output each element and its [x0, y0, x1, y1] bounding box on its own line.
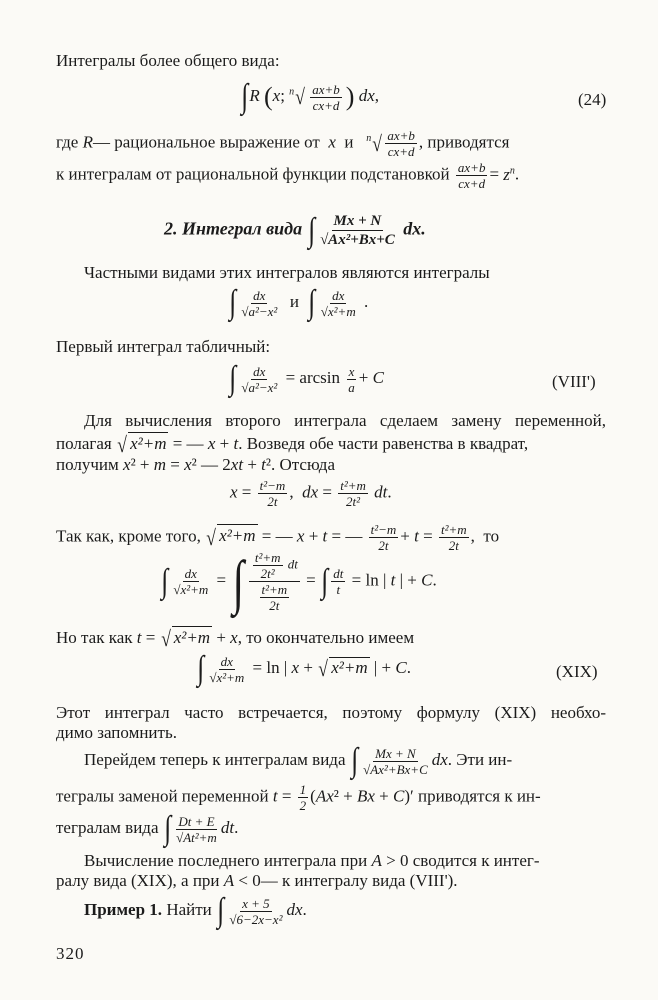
formula-viii: ∫ $\frac{dx}{\text{√a²−x²}}$ = arcsin $\frac{x}{a}$ + C: [229, 360, 384, 397]
text-often: Этот интеграл часто встречается, поэтому формулу (XIX) необхо-: [56, 703, 606, 722]
text-reduces: сводится к интег-: [412, 851, 540, 870]
text-particular: Частными видами этих интегралов являются интегралы: [84, 263, 490, 282]
text-reduce-to: приводятся к ин-: [417, 786, 541, 806]
heading-number: 2.: [164, 218, 178, 239]
text-change-variable: тегралы заменой переменной: [56, 786, 269, 806]
text-line-calculation: Вычисление последнего интеграла при A > 0 сводится к интег-: [84, 851, 540, 870]
text-line-finally: Но так как t = √ x²+m + x, то окончательно имеем: [56, 626, 415, 652]
text-calculation: Вычисление последнего интеграла при: [84, 851, 368, 870]
text-line-change-variable: тегралы заменой переменной t = $\frac{1}{2}$ (Ax² + Bx + C)′ приводятся к ин-: [56, 782, 541, 813]
text-lead-to: , приводятся: [418, 132, 510, 152]
text-we-obtain: получим: [56, 455, 119, 474]
equation-number-24: (24): [578, 90, 607, 109]
text-line-general: Перейдем теперь к интегралам вида ∫ $\frac{Mx + N}{\text{√Ax²+Bx+C}}$ dx. Эти ин-: [84, 742, 513, 779]
text-but-since: Но так как: [56, 628, 133, 647]
text-and: и: [344, 132, 354, 152]
text-form-viii: — к интегралу вида (VIII').: [260, 871, 458, 890]
text-line-substitution: к интегралам от рациональной функции подстановкой $\frac{ax+b}{cx+d}$ = $z^n$.: [56, 160, 520, 192]
text-then: то: [483, 526, 500, 546]
text-second-integral: Для вычисления второго интеграла сделаем замену переменной,: [84, 411, 606, 430]
example-1: Пример 1. Найти ∫ $\frac{x + 5}{\text{√6−2x−x²}}$ dx.: [84, 892, 307, 929]
text-form-xix: ралу вида (XIX), а при: [56, 871, 220, 890]
text-line-moreover: Так как, кроме того, √ x²+m = — x + t = — $\frac{\text{t²−m}}{2t}$ + t = $\frac{\text{t²+m}}{2t}$ , то: [56, 522, 500, 553]
text-x: x: [328, 132, 336, 152]
text-line-xix-viii: ралу вида (XIX), а при A < 0— к интегралу вида (VIII').: [56, 871, 458, 890]
formula-derivation: ∫ $\frac{dx}{\text{√x²+m}}$ = ∫ $\frac{\text{t²+m}}{\text{2t²}}$ dt $\frac{\text{t²+m}}{2t}$ = ∫ $\frac{dt}{t}$ = ln | t | + C.: [161, 548, 437, 615]
text-these: Эти ин-: [456, 749, 513, 769]
text-line-substitution-2: полагая √ x²+m = — x + t. Возведя обе части равенства в квадрат,: [56, 432, 529, 458]
text-assuming: полагая: [56, 434, 112, 453]
equation-number-viii: (VIII'): [552, 372, 596, 391]
text-finally: то окончательно имеем: [246, 628, 415, 647]
text-line-obtain: получим x² + m = x² — 2xt + t². Отсюда: [56, 455, 335, 474]
text-substitution: к интегралам от рациональной функции подстановкой: [56, 164, 450, 184]
text-line-rational: где R— рациональное выражение от x и $^n$√ $\frac{ax+b}{cx+d}$ , приводятся: [56, 128, 510, 160]
text-rational: — рациональное выражение от: [92, 132, 320, 152]
heading-text: Интеграл вида: [182, 218, 303, 239]
text-line-integrals-form: тегралам вида ∫ $\frac{Dt + E}{\text{√At²+m}}$ dt.: [56, 810, 239, 847]
text-R: R: [82, 132, 93, 152]
text-moreover: Так как, кроме того,: [56, 526, 201, 546]
formula-24: ∫R (x; $^n$√ $\frac{ax+b}{cx+d}$ ) dx,: [241, 78, 380, 115]
equation-number-xix: (XIX): [556, 662, 598, 681]
text-first-integral: Первый интеграл табличный:: [56, 337, 271, 356]
text-gde: где: [56, 132, 79, 152]
text-remember: димо запомнить.: [56, 723, 177, 742]
section-heading: 2. Интеграл вида ∫ $\frac{Mx + N}{\text{√Ax²+Bx+C}}$ dx.: [164, 211, 426, 249]
text-find: Найти: [166, 899, 212, 919]
text-now-pass: Перейдем теперь к интегралам вида: [84, 749, 346, 769]
formula-xix: ∫ $\frac{dx}{\text{√x²+m}}$ = ln | x + √ x²+m | + C.: [197, 650, 411, 687]
text-square-both: Возведя обе части равенства в квадрат,: [246, 434, 529, 453]
text-hence: Отсюда: [279, 455, 335, 474]
page-number: 320: [56, 944, 85, 963]
example-label: Пример 1.: [84, 899, 163, 919]
formula-particular-integrals: ∫ $\frac{dx}{\text{√a²−x²}}$ и ∫ $\frac{dx}{\text{√x²+m}}$ .: [229, 284, 369, 321]
text-integrals-form: тегралам вида: [56, 817, 159, 837]
intro-text: Интегралы более общего вида:: [56, 51, 280, 70]
formula-x-dx: x = $\frac{\text{t²−m}}{2t}$ , dx = $\frac{\text{t²+m}}{\text{2t²}}$ dt.: [230, 478, 392, 509]
